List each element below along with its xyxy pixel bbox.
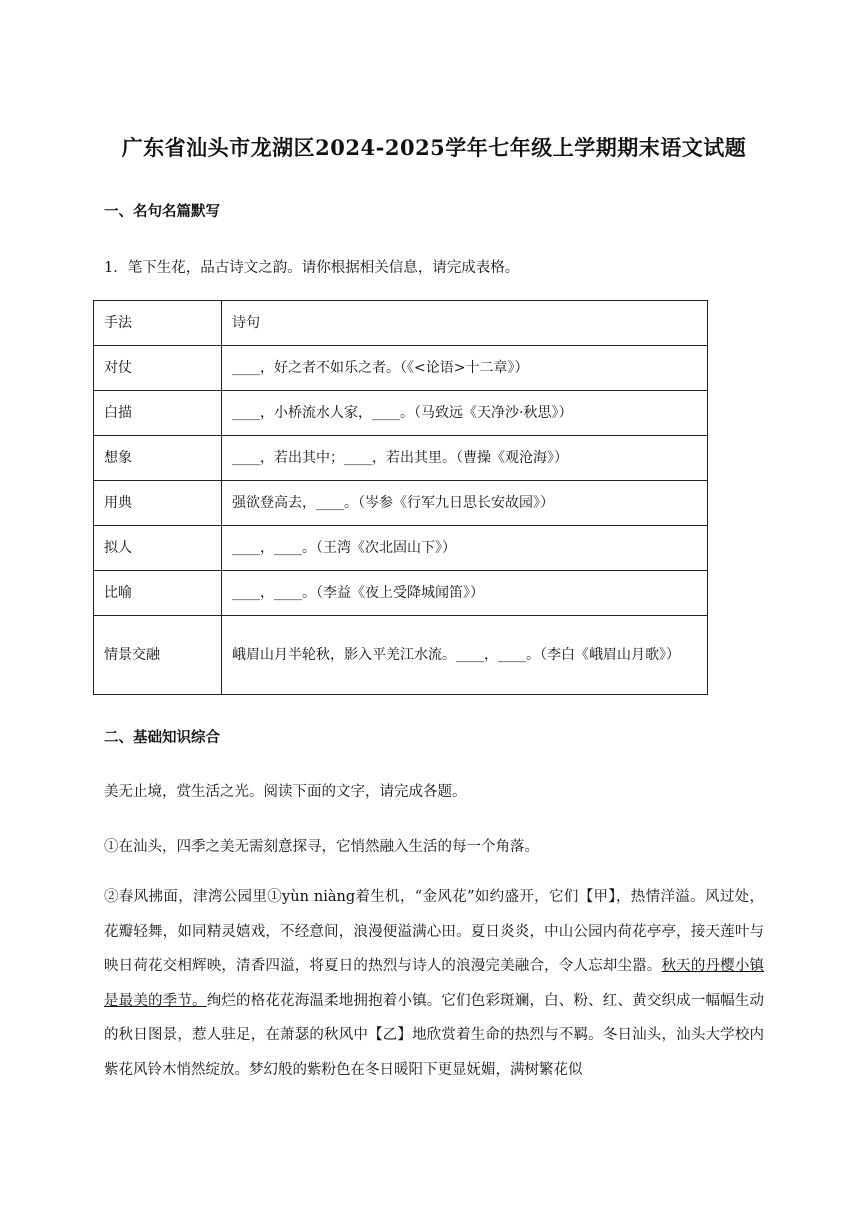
underlined-sentence: 秋天的丹樱小镇是最美的季节。 [104,958,765,1009]
header-technique: 手法 [94,301,222,346]
table-row [94,346,708,391]
row-technique: 比喻 [94,571,222,616]
table-row [94,391,708,436]
row-technique: 对仗 [94,346,222,391]
row-poem: ____，若出其中；____，若出其里。（曹操《观沧海》） [222,436,708,481]
row-technique: 白描 [94,391,222,436]
document-title: 广东省汕头市龙湖区2024-2025学年七年级上学期期末语文试题 [121,135,747,160]
row-poem: ____，好之者不如乐之者。（《<论语>十二章》） [222,346,708,391]
table-header-row [94,301,708,346]
paragraph-2-text-b: 绚烂的格花花海温柔地拥抱着小镇。它们色彩斑斓，白、粉、红、黄交织成一幅幅生动的秋日图景，惹人驻足，在萧瑟的秋风中【乙】地欣赏着生命的热烈与不羁。冬日汕头，汕头大学校内紫花风铃木悄然绽放。梦幻般的紫粉色在冬日暖阳下更显妩媚，满树繁花似 [104,992,765,1078]
table-row [94,526,708,571]
paragraph-2-text-a: ②春风拂面，津湾公园里①yùn niàng着生机，“金风花”如约盛开，它们【甲】，热情洋溢。风过处，花瓣轻舞，如同精灵嬉戏，不经意间，浪漫便溢满心田。夏日炎炎，中山公园内荷花亭亭，接天莲叶与映日荷花交相辉映，清香四溢，将夏日的热烈与诗人的浪漫完美融合，令人忘却尘嚣。 [104,889,764,974]
row-poem: ____，____。（李益《夜上受降城闻笛》） [222,571,708,616]
header-poem: 诗句 [222,301,708,346]
row-technique: 拟人 [94,526,222,571]
row-technique: 想象 [94,436,222,481]
row-technique: 情景交融 [94,616,222,695]
question-1: 1．笔下生花，品古诗文之韵。请你根据相关信息，请完成表格。 [104,260,520,276]
paragraph-1: ①在汕头，四季之美无需刻意探寻，它悄然融入生活的每一个角落。 [104,839,539,855]
table-row [94,616,708,695]
table-row [94,436,708,481]
paragraph-2 [104,880,764,1087]
table-row [94,481,708,526]
section-heading-1: 一、名句名篇默写 [104,203,220,220]
row-poem: 峨眉山月半轮秋，影入平羌江水流。____，____。（李白《峨眉山月歌》） [222,616,708,695]
table-row [94,571,708,616]
row-poem: ____，____。（王湾《次北固山下》） [222,526,708,571]
row-poem: 强欲登高去，____。（岑参《行军九日思长安故园》） [222,481,708,526]
row-technique: 用典 [94,481,222,526]
section-heading-2: 二、基础知识综合 [104,729,220,746]
row-poem: ____，小桥流水人家，____。（马致远《天净沙·秋思》） [222,391,708,436]
poem-table [93,300,708,695]
section2-intro: 美无止境，赏生活之光。阅读下面的文字，请完成各题。 [104,784,467,800]
